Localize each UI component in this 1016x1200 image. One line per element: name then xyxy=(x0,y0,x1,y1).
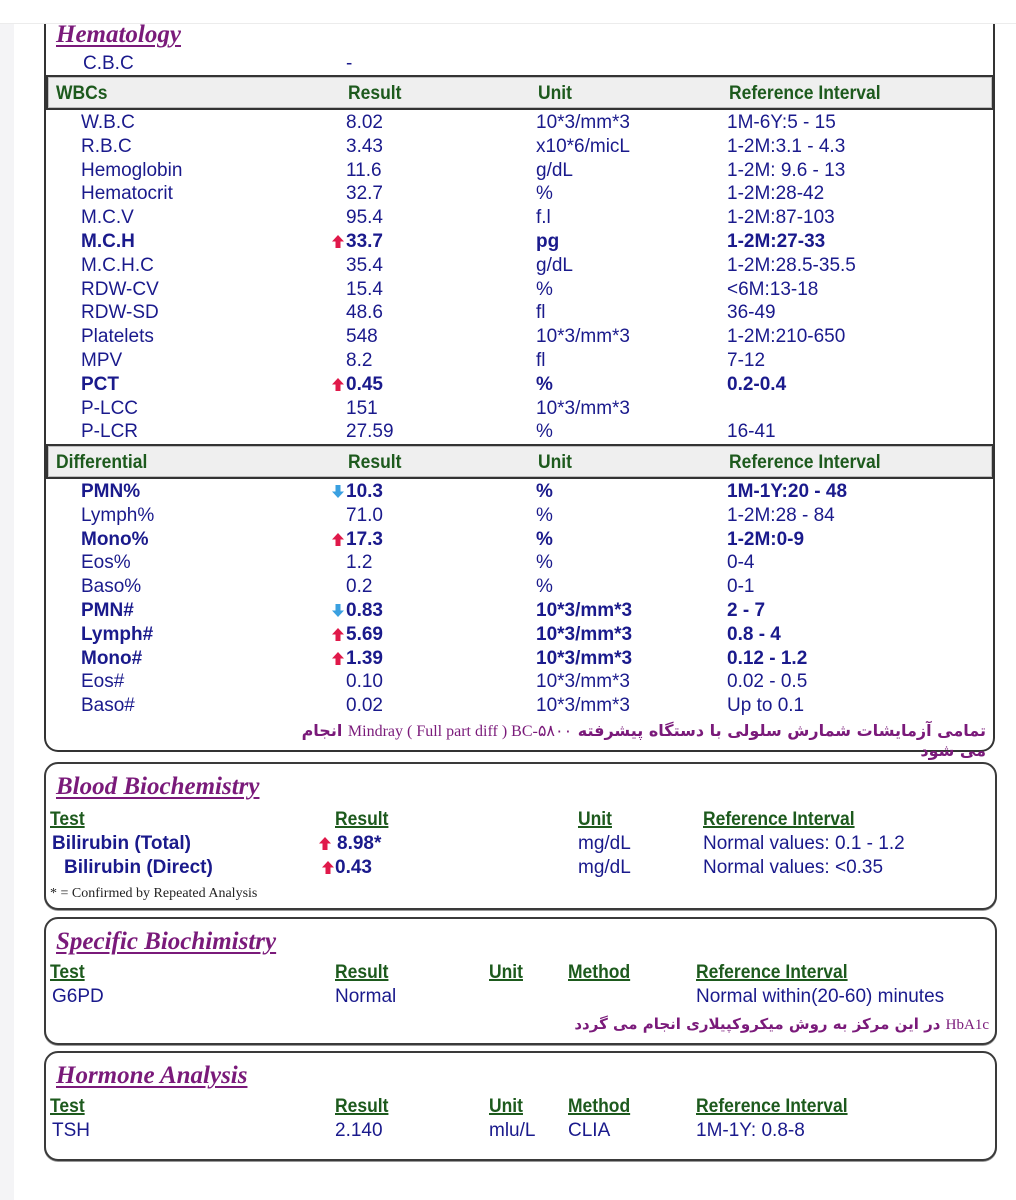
table-row xyxy=(46,159,994,183)
test-result: 2.140 xyxy=(335,1120,383,1141)
header-result: Result xyxy=(335,1096,389,1117)
test-reference: 1-2M:3.1 - 4.3 xyxy=(727,135,846,157)
table-row xyxy=(46,647,994,671)
header-reference: Reference Interval xyxy=(696,1096,848,1117)
cbc-value: - xyxy=(346,53,353,74)
test-name: M.C.H xyxy=(81,230,135,252)
table-row xyxy=(46,504,994,528)
table-row xyxy=(46,182,994,206)
table-row xyxy=(46,254,994,278)
note-rtl-text: در این مرکز به روش میکروکپیلاری انجام می گردد xyxy=(574,1015,941,1033)
test-unit: g/dL xyxy=(536,254,573,276)
test-unit: fl xyxy=(536,349,546,371)
arrow-up-icon xyxy=(332,230,344,254)
test-unit: pg xyxy=(536,230,560,252)
test-result: 5.69 xyxy=(346,623,383,645)
table-row xyxy=(46,230,994,254)
test-name: Lymph# xyxy=(81,623,154,645)
test-reference: <6M:13-18 xyxy=(727,278,819,300)
test-reference: 1M-1Y:20 - 48 xyxy=(727,481,848,502)
table-row xyxy=(46,694,994,718)
test-unit: % xyxy=(536,421,553,443)
differential-table-header xyxy=(46,444,994,479)
header-reference: Reference Interval xyxy=(729,452,881,473)
table-row xyxy=(46,301,994,325)
header-unit: Unit xyxy=(489,962,523,983)
header-differential: Differential xyxy=(56,452,148,473)
test-reference: 0.02 - 0.5 xyxy=(727,671,808,693)
test-name: Baso# xyxy=(81,695,135,717)
test-unit: % xyxy=(536,278,553,300)
specific-biochemistry-section xyxy=(44,917,997,1045)
test-result: 35.4 xyxy=(346,254,383,276)
arrow-up-icon xyxy=(332,373,344,397)
header-result: Result xyxy=(335,809,389,830)
test-result: 11.6 xyxy=(346,159,382,181)
table-row xyxy=(46,420,994,444)
test-reference: 0.2-0.4 xyxy=(727,373,787,395)
test-reference: Up to 0.1 xyxy=(727,695,805,717)
header-test: Test xyxy=(50,809,85,830)
wbc-table-body xyxy=(46,111,994,444)
test-unit: 10*3/mm*3 xyxy=(536,671,630,693)
table-row xyxy=(46,278,994,302)
differential-table-body xyxy=(46,480,994,718)
note-text-before: تمامی آزمایشات شمارش سلولی با دستگاه پیشرفته xyxy=(577,721,986,740)
test-reference: Normal values: <0.35 xyxy=(703,857,884,878)
test-unit: mg/dL xyxy=(578,857,631,878)
arrow-down-icon xyxy=(332,480,344,504)
section-title-hormone-analysis: Hormone Analysis xyxy=(56,1062,248,1089)
test-reference: 1-2M:28-42 xyxy=(727,183,825,205)
arrow-down-icon xyxy=(332,599,344,623)
test-result: 0.43 xyxy=(322,856,372,880)
header-unit: Unit xyxy=(538,83,572,104)
note-text-after: انجام می شود xyxy=(301,721,986,760)
test-reference: 7-12 xyxy=(727,349,766,371)
test-name: Bilirubin (Total) xyxy=(52,833,191,854)
test-reference: Normal values: 0.1 - 1.2 xyxy=(703,833,905,854)
table-row xyxy=(46,528,994,552)
test-result: 151 xyxy=(346,397,378,419)
test-name: P-LCR xyxy=(81,421,139,443)
arrow-up-icon xyxy=(319,837,331,850)
table-row xyxy=(46,206,994,230)
test-name: Mono% xyxy=(81,528,149,550)
test-unit: 10*3/mm*3 xyxy=(536,112,630,133)
test-unit: 10*3/mm*3 xyxy=(536,695,630,717)
test-unit: mlu/L xyxy=(489,1120,536,1141)
blood-biochemistry-section xyxy=(44,762,997,910)
test-result: 0.02 xyxy=(346,695,383,717)
test-unit: 10*3/mm*3 xyxy=(536,397,630,419)
test-name: Hematocrit xyxy=(81,183,173,205)
test-reference: 1-2M:28 - 84 xyxy=(727,504,835,526)
test-result: 3.43 xyxy=(346,135,383,157)
hematology-section xyxy=(44,21,995,760)
test-name: Eos% xyxy=(81,552,131,574)
test-reference: 1M-6Y:5 - 15 xyxy=(727,112,836,133)
arrow-up-icon xyxy=(322,861,334,874)
test-name: R.B.C xyxy=(81,135,132,157)
test-name: Eos# xyxy=(81,671,125,693)
test-result: 0.45 xyxy=(346,373,383,395)
test-name: M.C.V xyxy=(81,207,134,229)
test-reference: 16-41 xyxy=(727,421,776,443)
arrow-up-icon xyxy=(332,528,344,552)
header-result: Result xyxy=(348,452,402,473)
header-unit: Unit xyxy=(578,809,612,830)
analyzer-note xyxy=(276,721,986,760)
test-method: CLIA xyxy=(568,1120,611,1141)
test-name: Mono# xyxy=(81,647,143,669)
header-wbcs: WBCs xyxy=(56,83,108,104)
test-unit: x10*6/micL xyxy=(536,135,630,157)
header-result: Result xyxy=(335,962,389,983)
test-result: 8.2 xyxy=(346,349,373,371)
test-reference: 0-4 xyxy=(727,552,755,574)
test-result: 95.4 xyxy=(346,207,383,229)
test-unit: % xyxy=(536,183,553,205)
hormone-analysis-section xyxy=(44,1051,997,1161)
test-result: 32.7 xyxy=(346,183,383,205)
test-unit: % xyxy=(536,528,553,550)
table-row xyxy=(46,480,994,504)
test-reference: 1-2M:27-33 xyxy=(727,230,826,252)
table-row xyxy=(46,599,994,623)
test-name: PMN% xyxy=(81,481,141,502)
arrow-up-icon xyxy=(332,623,344,647)
table-row xyxy=(46,397,994,421)
test-reference: 0.8 - 4 xyxy=(727,623,781,645)
test-name: Lymph% xyxy=(81,504,155,526)
test-name: W.B.C xyxy=(81,112,135,133)
header-method: Method xyxy=(568,962,631,983)
header-method: Method xyxy=(568,1096,631,1117)
test-result: 0.10 xyxy=(346,671,383,693)
table-row xyxy=(46,575,994,599)
test-reference: 2 - 7 xyxy=(727,599,766,621)
test-unit: % xyxy=(536,373,553,395)
table-row xyxy=(46,135,994,159)
test-unit: f.l xyxy=(536,207,551,229)
hba1c-note xyxy=(574,1015,989,1034)
test-unit: 10*3/mm*3 xyxy=(536,647,633,669)
test-result: 8.98* xyxy=(319,832,381,856)
wbc-table-header xyxy=(46,75,994,110)
test-unit: % xyxy=(536,504,553,526)
header-reference: Reference Interval xyxy=(696,962,848,983)
header-unit: Unit xyxy=(538,452,572,473)
table-row xyxy=(46,111,994,135)
test-unit: mg/dL xyxy=(578,833,631,854)
test-result: 8.02 xyxy=(346,112,383,133)
test-unit: % xyxy=(536,552,553,574)
note-latin: HbA1c xyxy=(945,1017,989,1033)
test-name: TSH xyxy=(52,1120,90,1141)
footnote: * = Confirmed by Repeated Analysis xyxy=(50,886,258,901)
test-result: 15.4 xyxy=(346,278,383,300)
test-result: 1.2 xyxy=(346,552,373,574)
table-row xyxy=(46,325,994,349)
test-name: RDW-CV xyxy=(81,278,159,300)
test-reference: 1-2M:87-103 xyxy=(727,207,835,229)
note-device: Mindray ( Full part diff ) BC-۵۸۰۰ xyxy=(347,723,573,740)
test-name: G6PD xyxy=(52,986,104,1007)
test-unit: 10*3/mm*3 xyxy=(536,623,633,645)
test-reference: 1-2M:210-650 xyxy=(727,326,846,348)
test-name: Baso% xyxy=(81,576,142,598)
test-name: P-LCC xyxy=(81,397,139,419)
test-unit: fl xyxy=(536,302,546,324)
test-unit: % xyxy=(536,481,553,502)
test-result: 0.2 xyxy=(346,576,373,598)
cbc-label: C.B.C xyxy=(83,53,134,74)
test-name: PCT xyxy=(81,373,119,395)
table-row xyxy=(46,551,994,575)
test-result: 0.83 xyxy=(346,599,383,621)
test-reference: 1-2M:28.5-35.5 xyxy=(727,254,856,276)
table-row xyxy=(46,373,994,397)
header-test: Test xyxy=(50,962,85,983)
test-unit: 10*3/mm*3 xyxy=(536,326,630,348)
test-result: 10.3 xyxy=(346,481,383,502)
test-name: M.C.H.C xyxy=(81,254,154,276)
test-reference: 36-49 xyxy=(727,302,776,324)
test-name: RDW-SD xyxy=(81,302,159,324)
test-name: PMN# xyxy=(81,599,134,621)
test-reference: 0-1 xyxy=(727,576,755,598)
arrow-up-icon xyxy=(332,647,344,671)
test-result: 17.3 xyxy=(346,528,383,550)
test-result: 33.7 xyxy=(346,230,383,252)
test-reference: 0.12 - 1.2 xyxy=(727,647,808,669)
left-gutter xyxy=(0,24,14,1200)
test-reference: 1-2M:0-9 xyxy=(727,528,805,550)
header-test: Test xyxy=(50,1096,85,1117)
test-name: Platelets xyxy=(81,326,154,348)
test-reference: 1M-1Y: 0.8-8 xyxy=(696,1120,805,1141)
test-reference: 1-2M: 9.6 - 13 xyxy=(727,159,846,181)
test-name: Hemoglobin xyxy=(81,159,183,181)
test-result: 71.0 xyxy=(346,504,383,526)
header-reference: Reference Interval xyxy=(703,809,855,830)
test-reference: Normal within(20-60) minutes xyxy=(696,986,945,1007)
header-result: Result xyxy=(348,83,402,104)
section-title-blood-biochemistry: Blood Biochemistry xyxy=(56,773,260,800)
test-name: Bilirubin (Direct) xyxy=(64,857,213,878)
section-title-hematology: Hematology xyxy=(56,21,181,48)
header-unit: Unit xyxy=(489,1096,523,1117)
test-name: MPV xyxy=(81,349,123,371)
test-result: Normal xyxy=(335,986,397,1007)
test-result: 27.59 xyxy=(346,421,394,443)
test-unit: % xyxy=(536,576,553,598)
header-reference: Reference Interval xyxy=(729,83,881,104)
test-result: 1.39 xyxy=(346,647,383,669)
test-unit: 10*3/mm*3 xyxy=(536,599,633,621)
section-title-specific-biochemistry: Specific Biochimistry xyxy=(56,928,277,955)
table-row xyxy=(46,670,994,694)
table-row xyxy=(46,623,994,647)
test-result: 48.6 xyxy=(346,302,383,324)
test-result: 548 xyxy=(346,326,378,348)
test-unit: g/dL xyxy=(536,159,573,181)
table-row xyxy=(46,349,994,373)
